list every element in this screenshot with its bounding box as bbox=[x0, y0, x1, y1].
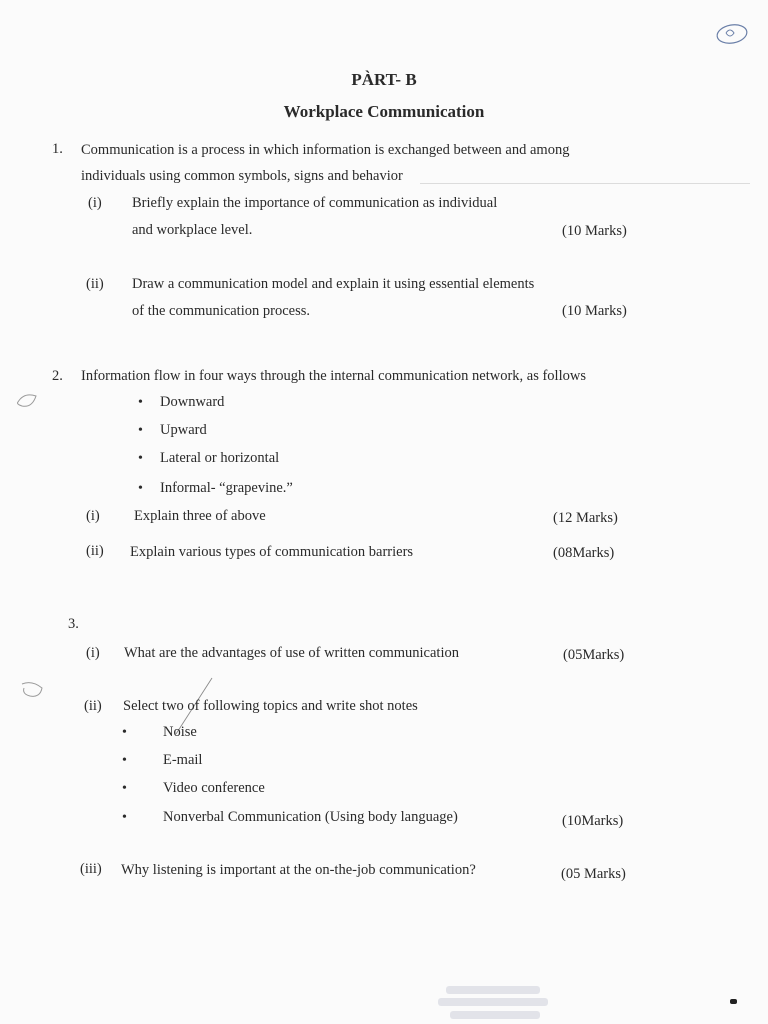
tick-mark-icon bbox=[18, 678, 50, 700]
scan-speck bbox=[730, 999, 737, 1004]
question-3-sub-i-label: (i) bbox=[86, 645, 100, 661]
bullet-icon: • bbox=[122, 753, 127, 768]
question-3-sub-ii-label: (ii) bbox=[84, 698, 102, 714]
question-1-sub-ii-line2: of the communication process. bbox=[132, 303, 310, 319]
question-3-sub-i-marks: (05Marks) bbox=[563, 647, 625, 663]
question-number-3: 3. bbox=[68, 616, 79, 632]
list-item: Video conference bbox=[163, 780, 265, 796]
question-1-sub-ii-label: (ii) bbox=[86, 276, 104, 292]
question-3-sub-ii-text: Select two of following topics and write shot notes bbox=[123, 698, 418, 714]
question-1-sub-i-line2: and workplace level. bbox=[132, 222, 253, 238]
question-2-sub-ii-marks: (08Marks) bbox=[553, 545, 615, 561]
page-number-scribble-icon bbox=[712, 18, 752, 50]
list-item: Informal- “grapevine.” bbox=[160, 480, 293, 496]
question-1-stem-line2: individuals using common symbols, signs and behavior bbox=[81, 168, 403, 184]
bullet-icon: • bbox=[122, 810, 127, 825]
question-3-sub-iii-label: (iii) bbox=[80, 861, 102, 877]
bullet-icon: • bbox=[122, 781, 127, 796]
question-2-sub-i-text: Explain three of above bbox=[134, 508, 266, 524]
stamp-seal bbox=[432, 980, 562, 1024]
question-number-2: 2. bbox=[52, 368, 63, 384]
list-item: Nonverbal Communication (Using body language) bbox=[163, 809, 458, 825]
question-3-sub-ii-marks: (10Marks) bbox=[562, 813, 624, 829]
bullet-icon: • bbox=[122, 725, 127, 740]
list-item: Downward bbox=[160, 394, 225, 410]
question-number-1: 1. bbox=[52, 141, 63, 157]
question-1-stem-line1: Communication is a process in which information is exchanged between and among bbox=[81, 142, 570, 158]
question-1-sub-ii-line1: Draw a communication model and explain it using essential elements bbox=[132, 276, 535, 292]
bullet-icon: • bbox=[138, 423, 143, 438]
question-3-sub-iii-marks: (05 Marks) bbox=[561, 866, 626, 882]
page-title: Workplace Communication bbox=[283, 102, 485, 121]
question-2-sub-ii-text: Explain various types of communication barriers bbox=[130, 544, 414, 560]
question-2-sub-ii-label: (ii) bbox=[86, 543, 104, 559]
question-2-stem: Information flow in four ways through the internal communication network, as follows bbox=[81, 368, 586, 384]
question-3-sub-i-text: What are the advantages of use of written communication bbox=[124, 645, 459, 661]
bullet-icon: • bbox=[138, 481, 143, 496]
bullet-icon: • bbox=[138, 451, 143, 466]
question-1-sub-i-line1: Briefly explain the importance of communication as individual bbox=[132, 195, 498, 211]
list-item: Lateral or horizontal bbox=[160, 450, 280, 466]
question-1-sub-ii-marks: (10 Marks) bbox=[562, 303, 627, 319]
question-1-sub-i-marks: (10 Marks) bbox=[562, 223, 627, 239]
question-1-sub-i-label: (i) bbox=[88, 195, 102, 211]
list-item: Upward bbox=[160, 422, 207, 438]
list-item: E-mail bbox=[163, 752, 203, 768]
tick-mark-icon bbox=[14, 390, 46, 412]
bullet-icon: • bbox=[138, 395, 143, 410]
question-3-sub-iii-text: Why listening is important at the on-the-job communication? bbox=[121, 862, 476, 878]
list-item: Noise bbox=[163, 724, 197, 740]
faint-rule bbox=[420, 183, 750, 184]
question-2-sub-i-marks: (12 Marks) bbox=[553, 510, 618, 526]
question-2-sub-i-label: (i) bbox=[86, 508, 100, 524]
part-heading: PÀRT- B bbox=[351, 70, 417, 89]
